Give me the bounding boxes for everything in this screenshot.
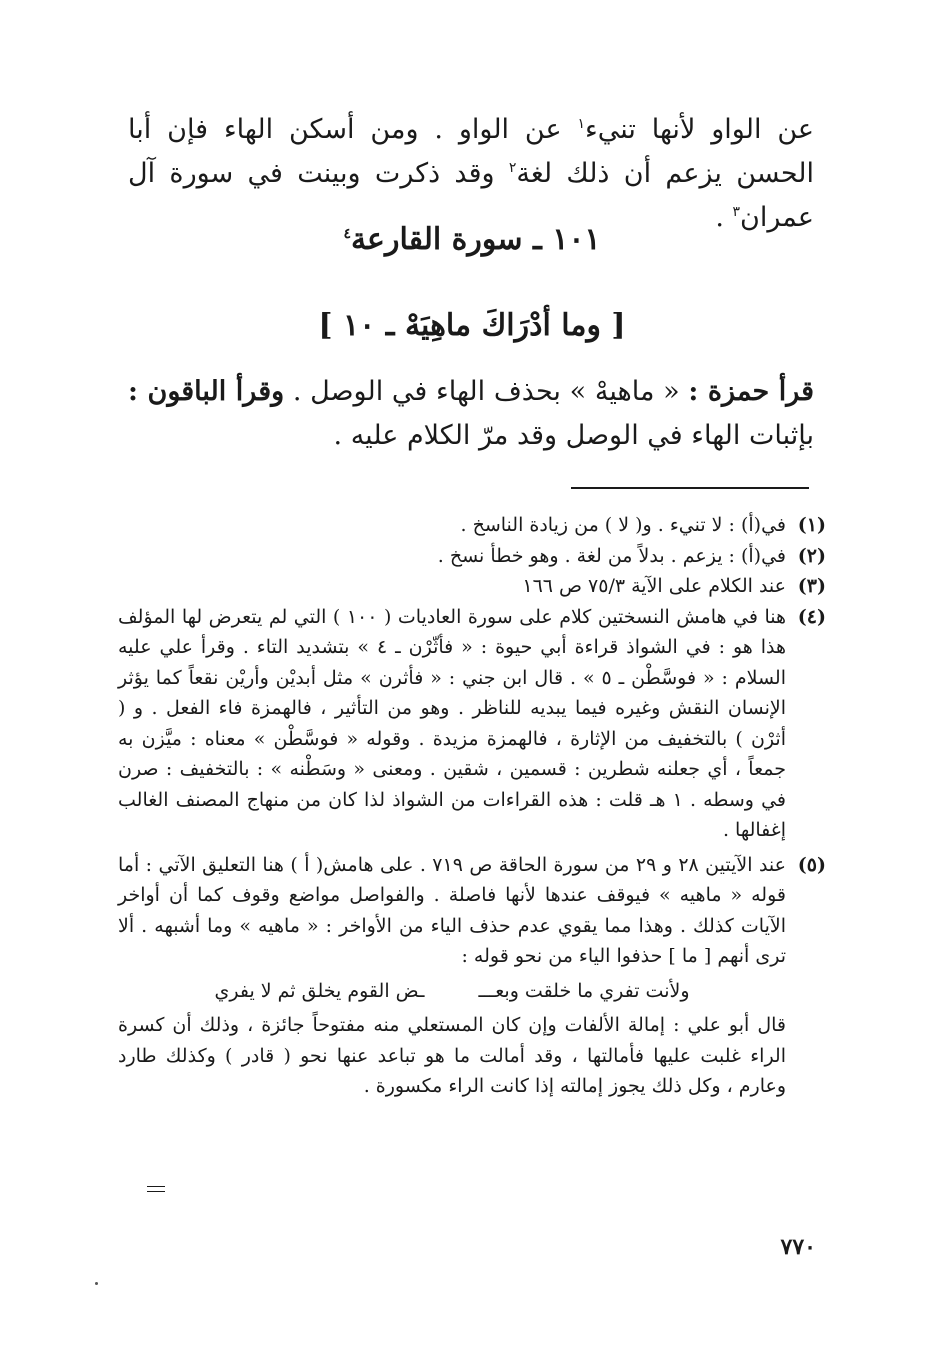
footnote-text-part-1: عند الآيتين ٢٨ و ٢٩ من سورة الحاقة ص ٧١٩ . على هامش( أ ) هنا التعليق الآتي : أما قوله « ماهيه » فيوقف عندها لأنها فاصلة . والفواصل مواضع وقوف كما أن أواخر الآيات كذلك . وهذا مما يقوي عدم حذف الياء من الأواخر : « ماهيه » وما أشبهه . ألا ترى أنهم [ ما ] حذفوا الياء من نحو قوله : bbox=[118, 853, 786, 967]
footnote-number: (٢) bbox=[797, 544, 826, 567]
reader-hamza: قرأ حمزة : bbox=[688, 376, 815, 407]
footnote-ref-3: ٣ bbox=[732, 204, 741, 220]
footnote-3 bbox=[118, 571, 826, 602]
footnote-ref-4: ٤ bbox=[343, 226, 351, 242]
poem-verse bbox=[118, 972, 786, 1011]
footnote-5 bbox=[118, 850, 826, 1102]
reading-paragraph bbox=[128, 370, 814, 458]
footnote-ref-2: ٢ bbox=[508, 160, 517, 176]
footnote-number: (٣) bbox=[797, 575, 826, 597]
footnote-2 bbox=[118, 541, 826, 572]
verse-heading bbox=[0, 308, 944, 343]
print-speck bbox=[95, 1282, 98, 1285]
chapter-title: ١٠١ ـ سورة القارعة bbox=[350, 222, 601, 257]
footnote-number: (٤) bbox=[797, 605, 826, 628]
intro-text-4: . bbox=[715, 202, 733, 233]
continuation-mark bbox=[147, 1186, 165, 1192]
footnote-ref-1: ١ bbox=[577, 116, 586, 132]
reader-others: وقرأ الباقون : bbox=[128, 376, 285, 407]
poem-hemistich-1: ولأنت تفري ما خلقت وبعـــ bbox=[478, 979, 690, 1002]
footnote-number: (١) bbox=[797, 514, 826, 536]
intro-paragraph bbox=[128, 108, 814, 240]
footnotes bbox=[118, 510, 826, 1102]
footnote-number: (٥) bbox=[797, 853, 826, 876]
intro-text-2: عن الواو . ومن أسكن الهاء فإن أبا الحسن يزعم أن ذلك لغة bbox=[128, 114, 815, 189]
footnote-text bbox=[118, 850, 786, 1102]
footnote-text: في(أ) : يزعم . بدلاً من لغة . وهو خطأ نسخ . bbox=[437, 544, 786, 567]
footnote-separator bbox=[571, 487, 809, 489]
footnote-4 bbox=[118, 602, 826, 846]
footnote-text: هنا في هامش النسختين كلام على سورة العاديات ( ١٠٠ ) التي لم يتعرض لها المؤلف هذا هو : في الشواذ قراءة أبي حيوة : « فأثّرْن ـ ٤ » بتشديد التاء . وقرأ علي عليه السلام : « فوسَّطْن ـ ٥ » . قال ابن جني : « فأثرن » مثل أبديْن وأريْن نقعاً كما يؤثر الإنسان النقش وغيره فيما يبديه للناظر . وهو من التأثير ، فالهمزة فاء الفعل . و ( أثرْن ) بالتخفيف من الإثارة ، فالهمزة مزيدة . وقوله « فوسَّطْن » معناه : ميَّزن به جمعاً ، أي جعلنه شطرين : قسمين ، شقين . ومعنى « وسَطْنه » : بالتخفيف : صرن في وسطه . ١ هـ قلت : هذه القراءات من الشواذ لذا كان من منهاج المصنف الغالب إغفالها . bbox=[118, 605, 786, 841]
page-number: ٧٧٠ bbox=[780, 1234, 816, 1260]
reading-text-2: بإثبات الهاء في الوصل وقد مرّ الكلام عليه . bbox=[333, 420, 814, 451]
footnote-text: عند الكلام على الآية ٧٥/٣ ص ١٦٦ bbox=[522, 575, 786, 597]
reading-text-1: « ماهيهْ » بحذف الهاء في الوصل . bbox=[284, 376, 689, 407]
verse-text: [ وما أدْرَاكَ ماهِيَهْ ـ ١٠ ] bbox=[318, 308, 626, 343]
footnote-text-part-2: قال أبو علي : إمالة الألفات وإن كان المستعلي منه مفتوحاً جائزة ، وذلك أن كسرة الراء غلبت عليها فأمالتها ، وقد أمالت ما هو تباعد عنها نحو ( قادر ) وكذلك طارد وعارم ، وكل ذلك يجوز إمالته إذا كانت الراء مكسورة . bbox=[118, 1014, 786, 1097]
footnote-1 bbox=[118, 510, 826, 541]
intro-text-1: عن الواو لأنها تنيء bbox=[585, 114, 814, 145]
footnote-text: في(أ) : لا تنيء . و( لا ) من زيادة الناسخ . bbox=[460, 514, 786, 536]
intro-text-3: وقد ذكرت وبينت في سورة آل عمران bbox=[128, 158, 814, 233]
poem-hemistich-2: ـض القوم يخلق ثم لا يفري bbox=[214, 979, 425, 1002]
chapter-heading bbox=[0, 222, 944, 257]
